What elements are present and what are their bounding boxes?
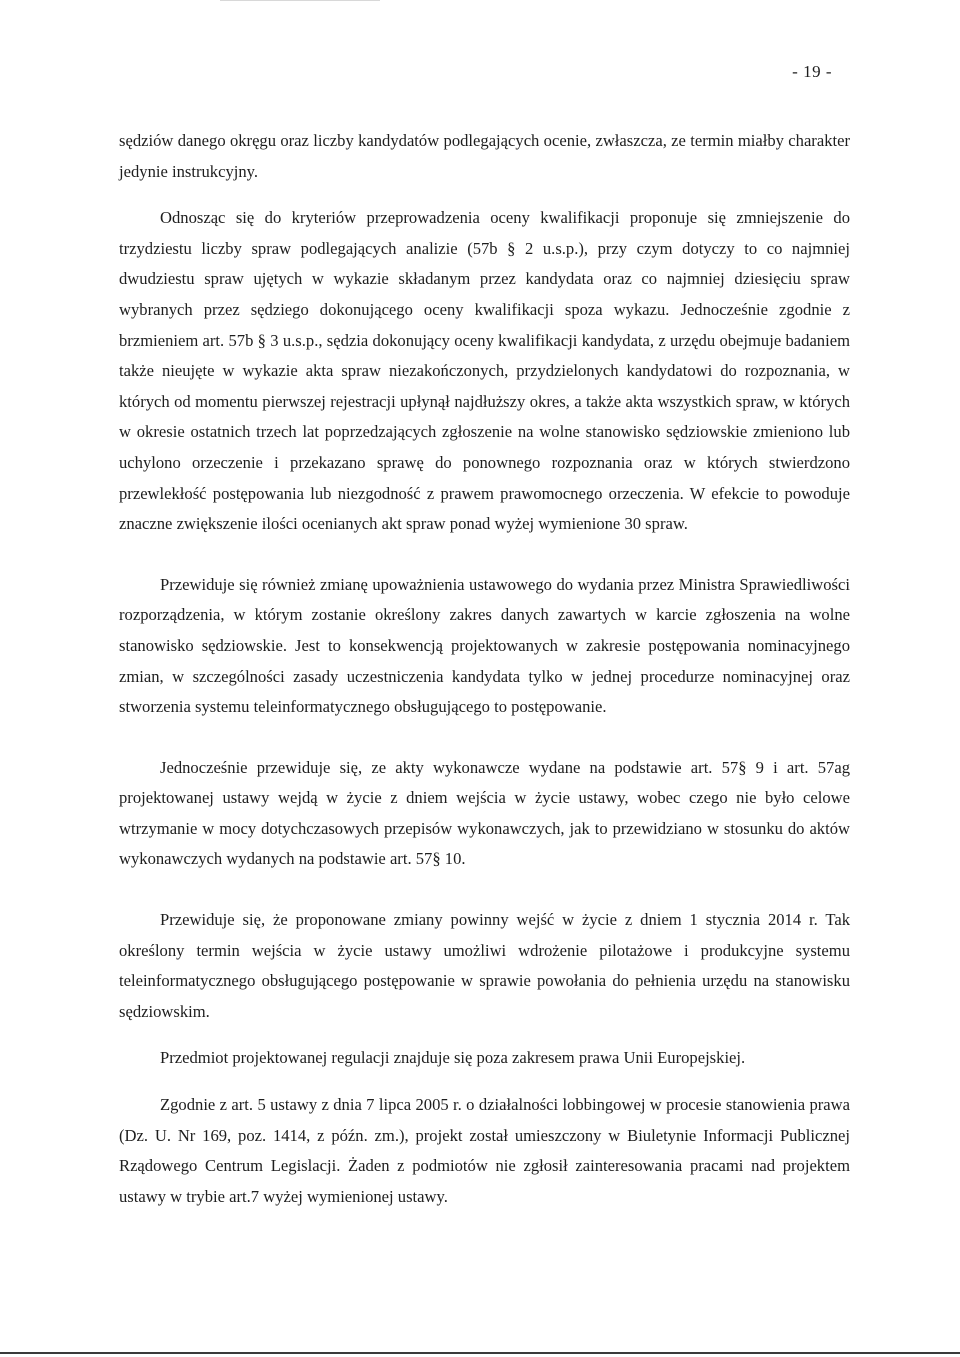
document-body: [119, 126, 850, 1212]
paragraph-continuation: sędziów danego okręgu oraz liczby kandydatów podlegających ocenie, zwłaszcza, ze termin miałby charakter jedynie instrukcyjny.: [119, 131, 850, 181]
scan-artifact: [220, 0, 380, 1]
paragraph-entry-into-force: Przewiduje się, że proponowane zmiany powinny wejść w życie z dniem 1 stycznia 2014 r. Tak określony termin wejścia w życie ustawy umożliwi wdrożenie pilotażowe i produkcyjne systemu teleinformatycznego obsługującego postępowanie w sprawie powołania do pełnienia urzędu na stanowisku sędziowskim.: [119, 910, 850, 1021]
page-number: - 19 -: [792, 62, 832, 81]
paragraph-statutory-authorization: Przewiduje się również zmianę upoważnienia ustawowego do wydania przez Ministra Sprawiedliwości rozporządzenia, w którym zostanie określony zakres danych zawartych w karcie zgłoszenia na wolne stanowisko sędziowskie. Jest to konsekwencją projektowanych w zakresie postępowania nominacyjnego zmian, w szczególności zasady uczestniczenia kandydata tylko w jednej procedurze nominacyjnej oraz stworzenia systemu teleinformatycznego obsługującego to postępowanie.: [119, 574, 850, 717]
paragraph-evaluation-criteria: Odnosząc się do kryteriów przeprowadzenia oceny kwalifikacji proponuje się zmniejszenie do trzydziestu liczby spraw podlegających analizie (57b § 2 u.s.p.), przy czym dotyczy to co najmniej dwudziestu spraw ujętych w wykazie składanym przez kandydata oraz co najmniej dziesięciu spraw wybranych przez sędziego dokonującego oceny kwalifikacji spoza wykazu. Jednocześnie zgodnie z brzmieniem art. 57b § 3 u.s.p., sędzia dokonujący oceny kwalifikacji kandydata, z urzędu obejmuje badaniem także nieujęte w wykazie akta spraw niezakończonych, przydzielonych kandydatowi do rozpoznania, w których od momentu pierwszej rejestracji upłynął najdłuższy okres, a także akta wszystkich spraw, w których w okresie ostatnich trzech lat poprzedzających zgłoszenie na wolne stanowisko sędziowskie zmieniono lub uchylono orzeczenie i przekazano sprawę do ponownego rozpoznania oraz w których stwierdzono przewlekłość postępowania lub niezgodność z prawem prawomocnego orzeczenia. W efekcie to powoduje znaczne zwiększenie ilości ocenianych akt spraw ponad wyżej wymienione 30 spraw.: [119, 208, 850, 534]
paragraph-eu-law: Przedmiot projektowanej regulacji znajduje się poza zakresem prawa Unii Europejskiej.: [160, 1048, 746, 1068]
scan-bottom-edge: [0, 1352, 960, 1354]
paragraph-implementing-acts: Jednocześnie przewiduje się, ze akty wykonawcze wydane na podstawie art. 57§ 9 i art. 57ag projektowanej ustawy wejdą w życie z dniem wejścia w życie ustawy, wobec czego nie było celowe wtrzymanie w mocy dotychczasowych przepisów wykonawczych, jak to przewidziano w stosunku do aktów wykonawczych wydanych na podstawie art. 57§ 10.: [119, 757, 850, 869]
paragraph-lobbying: Zgodnie z art. 5 ustawy z dnia 7 lipca 2005 r. o działalności lobbingowej w procesie stanowienia prawa (Dz. U. Nr 169, poz. 1414, z późn. zm.), projekt został umieszczony w Biuletynie Informacji Publicznej Rządowego Centrum Legislacji. Żaden z podmiotów nie zgłosił zainteresowania pracami nad projektem ustawy w trybie art.7 wyżej wymienionej ustawy.: [119, 1095, 850, 1206]
